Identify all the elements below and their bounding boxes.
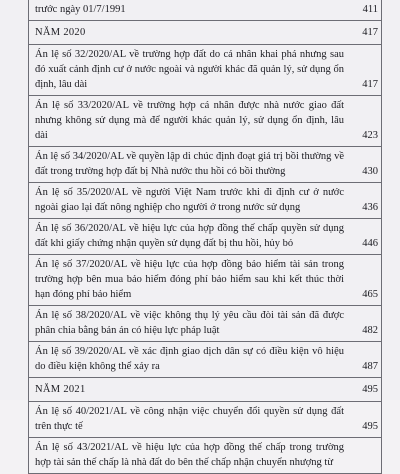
toc-entry-title: Án lệ số 36/2020/AL về hiệu lực của hợp đồng thế chấp quyền sử dụng đất khi giấy chứng nhận quyền sử dụng đất bị thu hồi, hủy bỏ [35,223,344,249]
toc-entry-row [29,182,381,218]
toc-entry-title: Án lệ số 37/2020/AL về hiệu lực của hợp đồng bảo hiểm tài sản trong trường hợp bên mua bảo hiểm đóng phí bảo hiểm sau khi kết thúc thời hạn đóng phí bảo hiểm [35,259,344,300]
toc-entry-row [29,401,381,437]
table-of-contents [28,0,382,474]
toc-year-row [29,377,381,401]
toc-year-row [29,20,381,44]
toc-page-number: 411 [362,4,378,15]
toc-page-number: 417 [362,26,378,38]
toc-page-number: 446 [362,238,378,249]
toc-entry-row [29,218,381,254]
toc-page-number: 436 [362,202,378,213]
toc-year-heading: NĂM 2020 [35,27,86,38]
toc-page-number: 430 [362,166,378,177]
toc-entry-row [29,437,381,473]
toc-page-number [348,438,381,473]
toc-page-number: 417 [362,79,378,90]
toc-entry-title: Án lệ số 34/2020/AL về quyền lập di chúc định đoạt giá trị bồi thường về đất trong trường hợp đất bị Nhà nước thu hồi có bồi thường [35,151,344,177]
toc-page-number: 495 [362,383,378,395]
toc-entry-row [29,0,381,20]
toc-entry-title: Án lệ số 35/2020/AL về người Việt Nam trước khi đi định cư ở nước ngoài giao lại đất nông nghiệp cho người ở trong nước sử dụng [35,187,344,213]
toc-entry-title: trước ngày 01/7/1991 [35,4,126,15]
toc-entry-title: Án lệ số 40/2021/AL về công nhận việc chuyển đổi quyền sử dụng đất trên thực tế [35,406,344,432]
toc-entry-title: Án lệ số 33/2020/AL về trường hợp cá nhân được nhà nước giao đất nhưng không sử dụng mà để người khác quản lý, sử dụng ổn định, lâu dài [35,100,344,141]
toc-entry-title: Án lệ số 43/2021/AL về hiệu lực của hợp đồng thế chấp trong trường hợp tài sản thế chấp là nhà đất do bên thế chấp nhận chuyển nhượng từ [35,442,344,468]
toc-entry-row [29,95,381,146]
toc-year-heading: NĂM 2021 [35,384,86,395]
toc-page-number: 495 [362,421,378,432]
toc-entry-row [29,305,381,341]
toc-page-number: 487 [362,361,378,372]
toc-entry-title: Án lệ số 39/2020/AL về xác định giao dịch dân sự có điều kiện vô hiệu do điều kiện không thể xảy ra [35,346,344,372]
toc-page-number: 482 [362,325,378,336]
toc-entry-title: Án lệ số 38/2020/AL về việc không thụ lý yêu cầu đòi tài sản đã được phân chia bằng bản án có hiệu lực pháp luật [35,310,344,336]
toc-entry-title: Án lệ số 32/2020/AL về trường hợp đất do cá nhân khai phá nhưng sau đó xuất cảnh định cư ở nước ngoài và người khác đã quản lý, sử dụng ổn định, lâu dài [35,49,344,90]
toc-page-number: 423 [362,130,378,141]
toc-entry-row [29,44,381,95]
toc-entry-row [29,146,381,182]
toc-entry-row [29,341,381,377]
toc-page-number: 465 [362,289,378,300]
toc-entry-row [29,254,381,305]
